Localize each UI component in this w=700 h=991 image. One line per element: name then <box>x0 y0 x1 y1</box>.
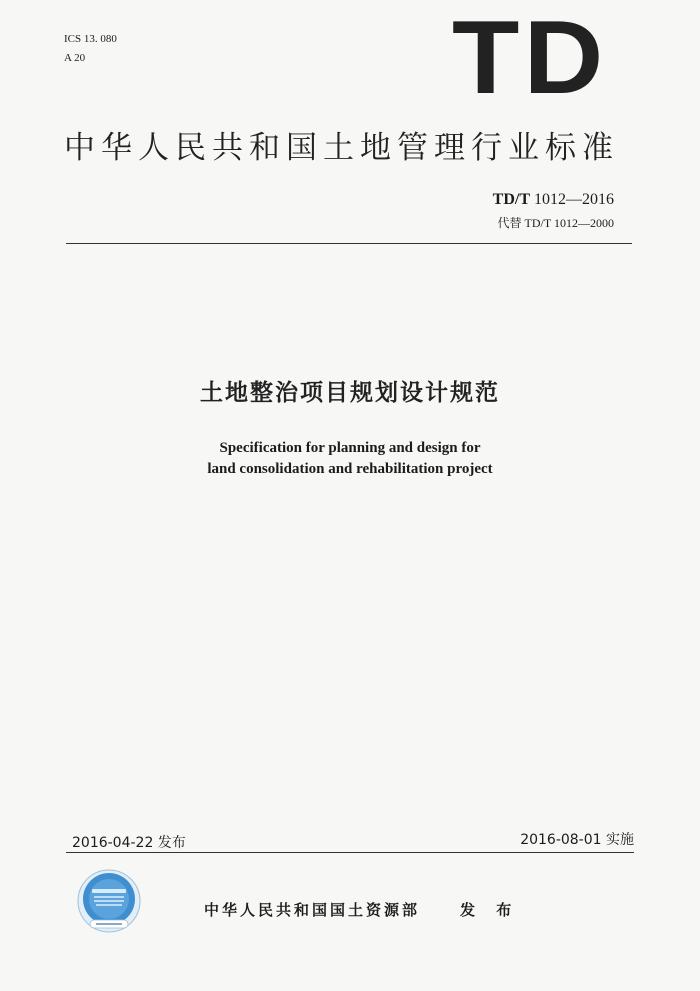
standard-number-value: 1012—2016 <box>530 191 614 208</box>
publisher: 中华人民共和国国土资源部 <box>204 901 421 919</box>
issue-date: 2016-04-22 发布 <box>72 835 186 851</box>
document-title-cn: 土地整治项目规划设计规范 <box>200 380 500 406</box>
standard-category: 中华人民共和国土地管理行业标准 <box>64 130 619 166</box>
td-logo: TD <box>452 0 608 116</box>
top-divider <box>66 243 632 244</box>
document-title-en <box>0 438 700 480</box>
title-en-line1: Specification for planning and design for <box>219 440 481 456</box>
publish-label: 发 布 <box>460 901 520 919</box>
replaces-standard: 代替 TD/T 1012—2000 <box>497 216 614 230</box>
implementation-date: 2016-08-01 实施 <box>520 832 634 848</box>
bottom-divider <box>66 852 634 853</box>
standard-number-prefix: TD/T <box>492 191 530 208</box>
ccs-code: A 20 <box>64 52 86 64</box>
anti-counterfeit-seal-icon <box>76 868 142 934</box>
ics-code: ICS 13. 080 <box>64 33 117 45</box>
title-en-line2: land consolidation and rehabilitation project <box>207 461 493 477</box>
standard-number <box>493 190 614 210</box>
classification-codes <box>64 30 117 68</box>
